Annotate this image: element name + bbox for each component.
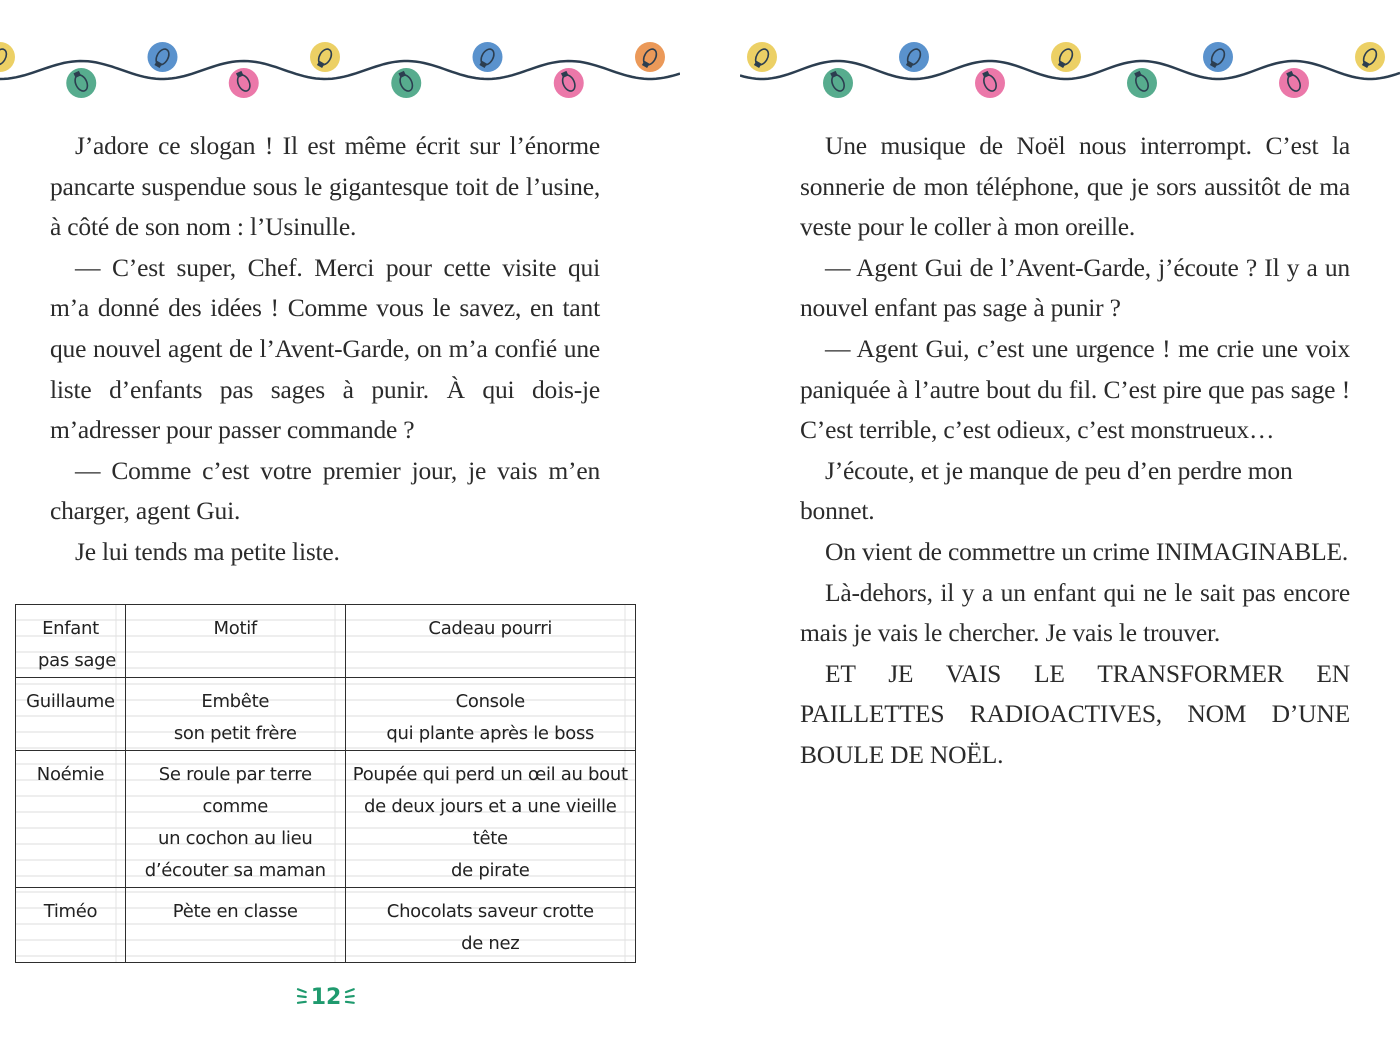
paragraph: — Comme c’est votre premier jour, je vais m’en charger, agent Gui. xyxy=(50,455,600,526)
light-bulb-icon xyxy=(66,68,96,98)
light-bulb-icon xyxy=(1051,42,1081,72)
light-bulb-icon xyxy=(899,42,929,72)
light-bulb-icon xyxy=(473,42,503,72)
right-sparkle-icon xyxy=(344,985,356,1009)
header-reason: Motif xyxy=(125,605,345,678)
table-row xyxy=(16,888,636,963)
light-bulb-icon xyxy=(635,42,665,72)
string-lights-right xyxy=(740,30,1400,110)
cell-gift: Console qui plante après le boss xyxy=(345,678,635,751)
string-lights-left xyxy=(0,30,680,110)
light-bulb-icon xyxy=(148,42,178,72)
table-row xyxy=(16,678,636,751)
cell-reason: Embête son petit frère xyxy=(125,678,345,751)
light-bulb-icon xyxy=(1355,42,1385,72)
page-number xyxy=(296,982,356,1012)
left-page-text xyxy=(50,126,600,573)
paragraph: Je lui tends ma petite liste. xyxy=(75,536,340,566)
light-bulb-icon xyxy=(0,42,15,72)
cell-reason: Pète en classe xyxy=(125,888,345,963)
left-sparkle-icon xyxy=(296,985,308,1009)
paragraph: J’adore ce slogan ! Il est même écrit sur l’énorme pancarte suspendue sous le gigantesque toit de l’usine, à côté de son nom : l’Usinulle. xyxy=(50,131,600,242)
page-number-value: 12 xyxy=(310,984,342,1010)
light-bulb-icon xyxy=(1127,68,1157,98)
paragraph: On vient de commettre un crime INIMAGINABLE. xyxy=(825,536,1349,566)
light-bulb-icon xyxy=(554,68,584,98)
paragraph: ET JE VAIS LE TRANSFORMER EN PAILLETTES RADIOACTIVES, NOM D’UNE BOULE DE NOËL. xyxy=(800,658,1350,769)
cell-gift: Poupée qui perd un œil au bout de deux jours et a une vieille tête de pirate xyxy=(345,751,635,888)
right-page-text xyxy=(800,126,1350,776)
paragraph: J’écoute, et je manque de peu d’en perdre mon bonnet. xyxy=(800,455,1293,526)
cell-child: Noémie xyxy=(16,751,126,888)
light-bulb-icon xyxy=(975,68,1005,98)
cell-gift: Chocolats saveur crotte de nez xyxy=(345,888,635,963)
light-bulb-icon xyxy=(823,68,853,98)
header-gift: Cadeau pourri xyxy=(345,605,635,678)
light-bulb-icon xyxy=(310,42,340,72)
light-bulb-icon xyxy=(391,68,421,98)
light-bulb-icon xyxy=(1203,42,1233,72)
light-bulb-icon xyxy=(747,42,777,72)
naughty-list-table xyxy=(15,604,636,963)
table-row xyxy=(16,751,636,888)
cell-reason: Se roule par terre comme un cochon au lieu d’écouter sa maman xyxy=(125,751,345,888)
paragraph: Là-dehors, il y a un enfant qui ne le sait pas encore mais je vais le chercher. Je vais le trouver. xyxy=(800,577,1350,648)
paragraph: — C’est super, Chef. Merci pour cette visite qui m’a donné des idées ! Comme vous le savez, en tant que nouvel agent de l’Avent-Garde, on m’a confié une liste d’enfants pas sages à punir. À qui dois-je m’adresser pour passer commande ? xyxy=(50,252,600,445)
light-bulb-icon xyxy=(1279,68,1309,98)
cell-child: Timéo xyxy=(16,888,126,963)
paragraph: — Agent Gui, c’est une urgence ! me crie une voix paniquée à l’autre bout du fil. C’est pire que pas sage ! C’est terrible, c’est odieux, c’est monstrueux… xyxy=(800,333,1350,445)
cell-child: Guillaume xyxy=(16,678,126,751)
header-child: Enfant pas sage xyxy=(16,605,126,678)
table-header-row xyxy=(16,605,636,678)
light-bulb-icon xyxy=(229,68,259,98)
paragraph: Une musique de Noël nous interrompt. C’est la sonnerie de mon téléphone, que je sors aussitôt de ma veste pour le coller à mon oreille. xyxy=(800,131,1350,242)
paragraph: — Agent Gui de l’Avent-Garde, j’écoute ? Il y a un nouvel enfant pas sage à punir ? xyxy=(800,252,1350,323)
